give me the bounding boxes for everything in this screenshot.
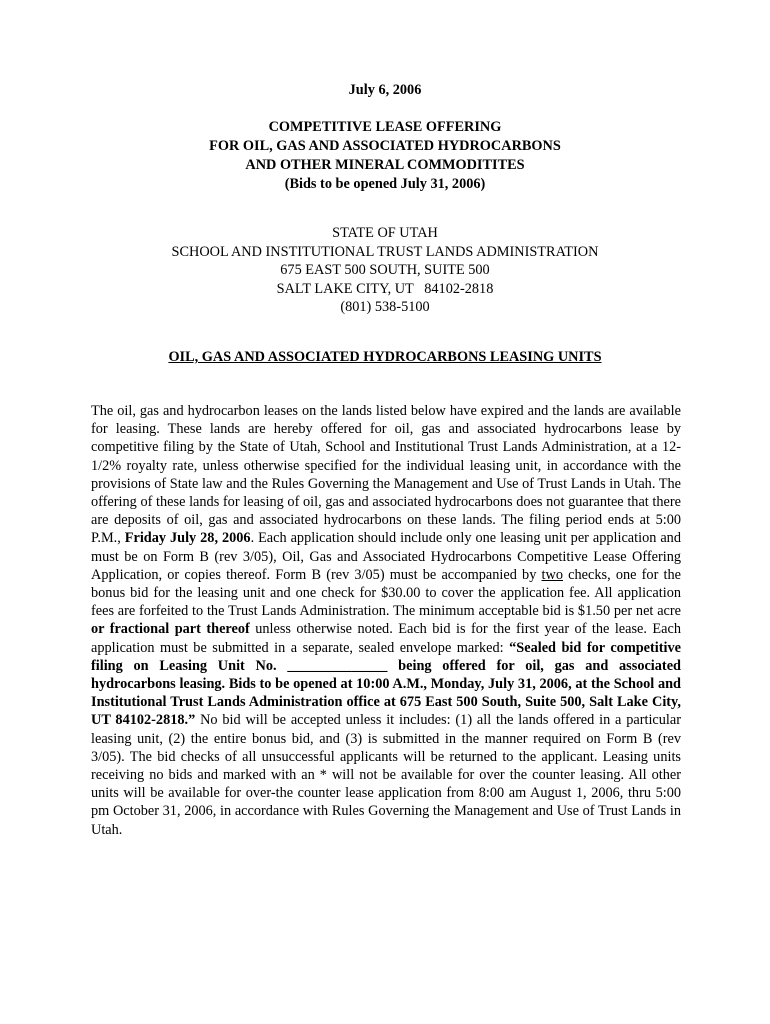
- fractional-part-note: or fractional part thereof: [91, 621, 250, 638]
- bid-opening-note: (Bids to be opened July 31, 2006): [284, 176, 486, 192]
- envelope-marking: “Sealed bid for competitive filing on Leasing Unit No. ______________ being offered for oil, gas and associated hydrocarbons leasing. Bids to be opened at 10:00 A.M., Monday, July 31, 2006, at the School and Institutional Trust Lands Administration office at 675 East 500 South, Suite 500, Salt Lake City, UT 84102-2818.”: [91, 639, 681, 729]
- agency-address-block: [0, 224, 770, 317]
- agency-state: STATE OF UTAH: [332, 225, 438, 241]
- agency-street: 675 EAST 500 SOUTH, SUITE 500: [280, 262, 490, 278]
- body-text-part-4: unless otherwise noted. Each bid is for the first year of the lease. Each application must be submitted in a separate, sealed envelope marked:: [91, 621, 681, 656]
- agency-phone: (801) 538-5100: [340, 299, 430, 315]
- body-text-part-2: . Each application should include only one leasing unit per application and must be on Form B (rev 3/05), Oil, Gas and Associated Hydrocarbons Competitive Lease Offering Application, or copies thereof. Form B (rev 3/05) must be accompanied by: [91, 530, 681, 583]
- body-paragraph: [91, 402, 681, 839]
- agency-name: SCHOOL AND INSTITUTIONAL TRUST LANDS ADMINISTRATION: [171, 243, 599, 260]
- filing-deadline: Friday July 28, 2006: [124, 530, 251, 547]
- body-text-part-1: The oil, gas and hydrocarbon leases on the lands listed below have expired and the lands are available for leasing. These lands are hereby offered for oil, gas and associated hydrocarbons lease by competitive filing by the State of Utah, School and Institutional Trust Lands Administration, at a 12-1/2% royalty rate, unless otherwise specified for the individual leasing unit, in accordance with the provisions of State law and the Rules Governing the Management and Use of Trust Lands in Utah. The offering of these lands for leasing of oil, gas and associated hydrocarbons does not guarantee that there are deposits of oil, gas and associated hydrocarbons on these lands. The filing period ends at 5:00 P.M.,: [91, 403, 681, 547]
- offering-title-line-2: FOR OIL, GAS AND ASSOCIATED HYDROCARBONS: [209, 138, 561, 154]
- body-text-part-5: No bid will be accepted unless it includes: (1) all the lands offered in a particular leasing unit, (2) the entire bonus bid, and (3) is submitted in the manner required on Form B (rev 3/05). The bid checks of all unsuccessful applicants will be returned to the applicant. Leasing units receiving no bids and marked with an * will not be available for over the counter leasing. All other units will be available for over-the counter lease application from 8:00 am August 1, 2006, thru 5:00 pm October 31, 2006, in accordance with Rules Governing the Management and Use of Trust Lands in Utah.: [91, 712, 681, 838]
- offering-title-line-1: COMPETITIVE LEASE OFFERING: [268, 119, 502, 135]
- agency-city: SALT LAKE CITY, UT 84102-2818: [276, 280, 494, 297]
- section-heading: OIL, GAS AND ASSOCIATED HYDROCARBONS LEASING UNITS: [168, 349, 602, 365]
- checks-count: two: [541, 566, 563, 583]
- body-text-part-3: checks, one for the bonus bid for the leasing unit and one check for $30.00 to cover the application fee. All application fees are forfeited to the Trust Lands Administration. The minimum acceptable bid is $1.50 per net acre: [91, 566, 681, 620]
- document-date: July 6, 2006: [348, 82, 422, 98]
- offering-title-line-3: AND OTHER MINERAL COMMODITITES: [245, 157, 525, 173]
- offering-title-block: [0, 118, 770, 194]
